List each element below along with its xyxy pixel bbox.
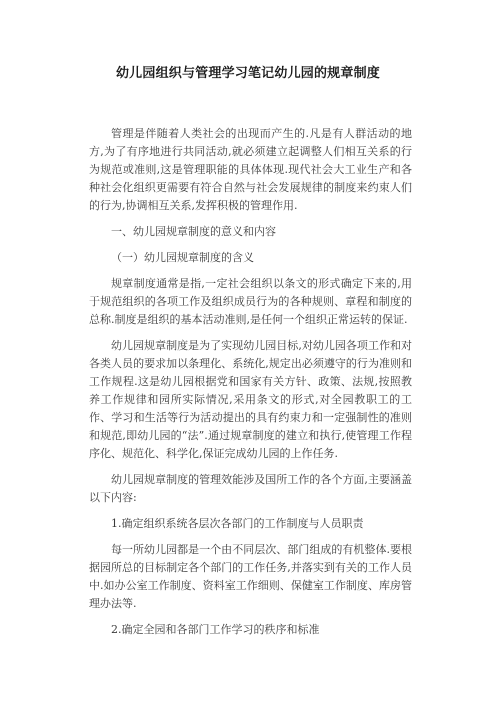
subsection-heading: （一）幼儿园规章制度的含义 [111,251,254,264]
paragraph-scope: 幼儿园规章制度的管理效能涉及国所工作的各个方面,主要涵盖以下内容: [89,473,412,504]
section-heading: 一、幼儿园规章制度的意义和内容 [111,225,276,238]
paragraph-kindergarten-rules: 幼儿园规章制度是为了实现幼儿园目标,对幼儿园各项工作和对各类人员的要求加以条理化、系统化,规定出必须遵守的行为准则和工作规程.这是幼儿园根据党和国家有关方针、政策、法规,按照教养工作规律和园所实际情况,采用条文的形式,对全园教职工的工作、学习和生活等行为活动提出的具有约束力和一定强制性的准则和规范,即幼儿园的“法”.通过规章制度的建立和执行,使管理工作程序化、规范化、科学化,保证完成幼儿园的上作任务. [89,339,412,460]
document-title: 幼儿园组织与管理学习笔记幼儿园的规章制度 [115,66,380,81]
document-body [89,125,412,647]
list-item-heading-1: 1.确定组织系统各层次各部门的工作制度与人员职责 [111,517,364,530]
list-item-heading-2: 2.确定全园和各部门工作学习的秩序和标准 [111,623,320,636]
paragraph-definition: 规章制度通常是指,一定社会组织以条文的形式确定下来的,用于规范组织的各项工作及组织成员行为的各种规则、章程和制度的总称.制度是组织的基本活动准则,是任何一个组织正常运转的保证. [89,277,412,326]
paragraph-intro: 管理是伴随着人类社会的出现而产生的.凡是有人群活动的地方,为了有序地进行共同活动,就必须建立起调整人们相互关系的行为规范或准则,这是管理职能的具体体现.现代社会大工业生产和各种社会化组织更需要有符合自然与社会发展规律的制度来约束人们的行为,协调相互关系,发挥积极的管理作用. [89,127,412,212]
paragraph-item-1-detail: 每一所幼儿园都是一个由不同层次、部门组成的有机整体.要根据园所总的目标制定各个部门的工作任务,并落实到有关的工作人员中.如办公室工作制度、资料室工作细则、保健室工作制度、库房管理办法等. [89,543,412,610]
